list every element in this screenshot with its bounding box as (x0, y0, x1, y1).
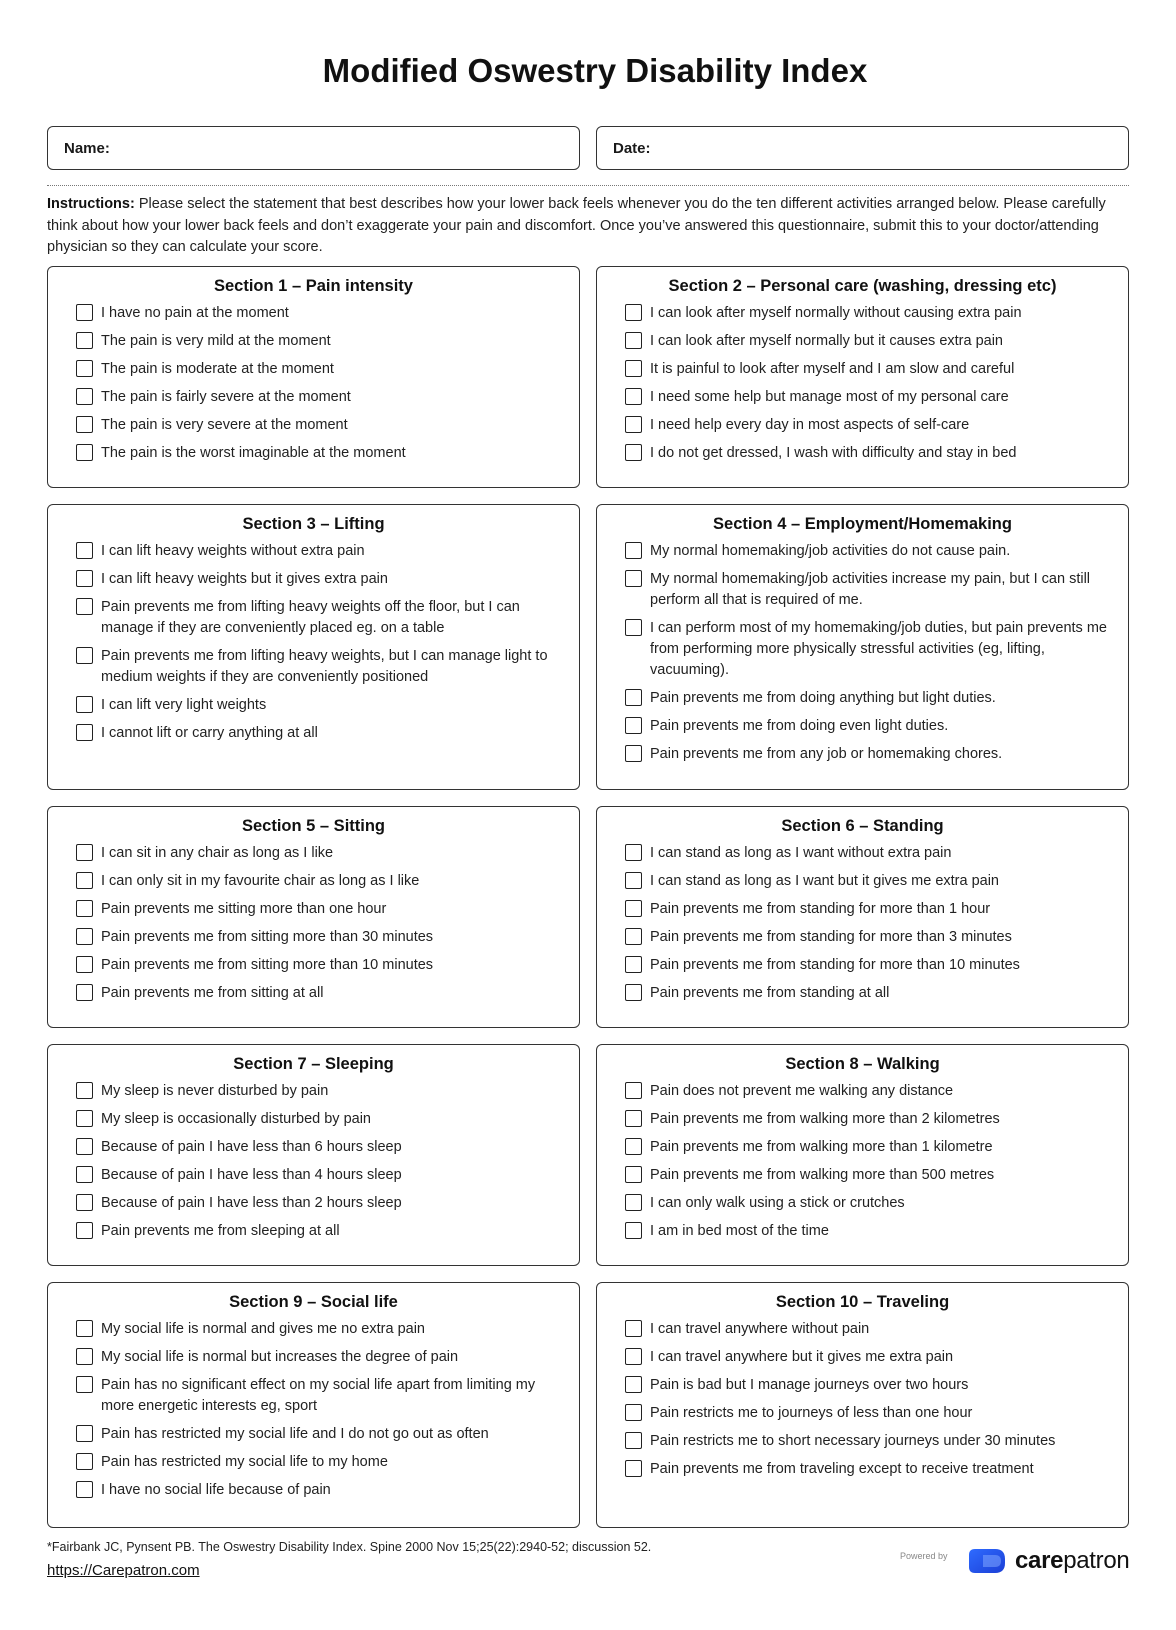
brand-name-rest: patron (1063, 1547, 1130, 1574)
option[interactable] (625, 331, 1114, 352)
option[interactable] (76, 415, 565, 436)
checkbox[interactable] (76, 1194, 93, 1211)
checkbox[interactable] (625, 900, 642, 917)
option[interactable] (76, 899, 565, 920)
option[interactable] (76, 1109, 565, 1130)
option[interactable] (625, 1221, 1114, 1242)
checkbox[interactable] (76, 1425, 93, 1442)
option-label: I can travel anywhere without pain (650, 1321, 870, 1337)
brand-name-bold: care (1015, 1547, 1064, 1574)
checkbox[interactable] (76, 844, 93, 861)
checkbox[interactable] (76, 598, 93, 615)
checkbox[interactable] (625, 717, 642, 734)
option-label: The pain is fairly severe at the moment (101, 389, 351, 405)
option[interactable] (625, 955, 1114, 976)
option-label: I can lift heavy weights but it gives extra pain (101, 571, 388, 587)
option[interactable] (625, 688, 1114, 709)
option-label: Pain prevents me from any job or homemaking chores. (650, 746, 1003, 762)
option[interactable] (76, 569, 565, 590)
option-label: Pain prevents me from standing for more than 1 hour (650, 901, 991, 917)
option-label: Pain prevents me from sitting at all (101, 985, 324, 1001)
option-label: I am in bed most of the time (650, 1223, 829, 1239)
option-label: I can travel anywhere but it gives me extra pain (650, 1349, 954, 1365)
checkbox[interactable] (76, 332, 93, 349)
option-label: Pain prevents me from standing at all (650, 985, 890, 1001)
option-label: I do not get dressed, I wash with difficulty and stay in bed (650, 445, 1017, 461)
option[interactable] (76, 1347, 565, 1368)
checkbox[interactable] (625, 745, 642, 762)
option[interactable] (625, 1375, 1114, 1396)
option-label: Pain prevents me from traveling except to receive treatment (650, 1461, 1034, 1477)
option-label: Pain prevents me from sleeping at all (101, 1223, 340, 1239)
citation: *Fairbank JC, Pynsent PB. The Oswestry Disability Index. Spine 2000 Nov 15;25(22):2940-52; discussion 52. (47, 1540, 652, 1554)
section-6 (596, 806, 1129, 1028)
carepatron-link[interactable]: https://Carepatron.com (47, 1562, 200, 1579)
checkbox[interactable] (76, 984, 93, 1001)
option-label: I need some help but manage most of my personal care (650, 389, 1009, 405)
option-label: Pain prevents me from lifting heavy weights, but I can manage light to medium weights if they are conveniently positioned (101, 648, 548, 685)
checkbox[interactable] (76, 542, 93, 559)
checkbox[interactable] (76, 872, 93, 889)
option-label: My normal homemaking/job activities increase my pain, but I can still perform all that is required of me. (650, 571, 1091, 608)
checkbox[interactable] (625, 984, 642, 1001)
option[interactable] (625, 1109, 1114, 1130)
option-label: I can perform most of my homemaking/job duties, but pain prevents me from performing more physically stressful activities (eg, lifting, vacuuming). (650, 620, 1107, 678)
checkbox[interactable] (76, 1320, 93, 1337)
option-label: I can look after myself normally but it causes extra pain (650, 333, 1003, 349)
checkbox[interactable] (625, 1320, 642, 1337)
option[interactable] (625, 569, 1114, 611)
option[interactable] (76, 387, 565, 408)
option[interactable] (625, 1137, 1114, 1158)
option-label: The pain is very mild at the moment (101, 333, 331, 349)
checkbox[interactable] (625, 444, 642, 461)
checkbox[interactable] (625, 928, 642, 945)
checkbox[interactable] (76, 1453, 93, 1470)
option-label: Because of pain I have less than 4 hours sleep (101, 1167, 402, 1183)
option-label: The pain is moderate at the moment (101, 361, 334, 377)
option[interactable] (76, 1221, 565, 1242)
option[interactable] (76, 331, 565, 352)
checkbox[interactable] (625, 332, 642, 349)
option-label: Pain restricts me to short necessary journeys under 30 minutes (650, 1433, 1056, 1449)
option[interactable] (625, 1459, 1114, 1480)
option[interactable] (76, 1375, 565, 1417)
option-label: Pain has restricted my social life and I do not go out as often (101, 1426, 489, 1442)
option-label: Because of pain I have less than 2 hours sleep (101, 1195, 402, 1211)
section-title: Section 5 – Sitting (241, 817, 386, 835)
option[interactable] (625, 1403, 1114, 1424)
section-9 (47, 1282, 580, 1528)
checkbox[interactable] (625, 1138, 642, 1155)
section-title: Section 1 – Pain intensity (214, 277, 413, 295)
instructions-text: Please select the statement that best describes how your lower back feels whenever you do the ten different activities arranged below. Please carefully think about how your lower back feels and don’t exaggerate your pain and discomfort. Once you’ve answered this questionnaire, submit this to your doctor/attending physician so they can calculate your score. (47, 196, 1106, 255)
option[interactable] (625, 899, 1114, 920)
option-label: The pain is the worst imaginable at the moment (101, 445, 406, 461)
checkbox[interactable] (76, 1138, 93, 1155)
instructions-label: Instructions: (47, 196, 135, 212)
option[interactable] (625, 1165, 1114, 1186)
checkbox[interactable] (625, 1404, 642, 1421)
option-label: Pain prevents me from sitting more than 30 minutes (101, 929, 434, 945)
checkbox[interactable] (625, 1460, 642, 1477)
section-title: Section 7 – Sleeping (233, 1055, 394, 1073)
option[interactable] (625, 1347, 1114, 1368)
section-4 (596, 504, 1129, 790)
option[interactable] (625, 843, 1114, 864)
option-label: Pain restricts me to journeys of less than one hour (650, 1405, 973, 1421)
checkbox[interactable] (76, 1376, 93, 1393)
option-label: My sleep is occasionally disturbed by pain (101, 1111, 371, 1127)
option[interactable] (76, 723, 565, 744)
option-label: My social life is normal but increases the degree of pain (101, 1349, 459, 1365)
option-label: Pain prevents me from lifting heavy weights off the floor, but I can manage if they are conveniently placed eg. on a table (101, 599, 520, 636)
section-10 (596, 1282, 1129, 1528)
option[interactable] (625, 927, 1114, 948)
name-field[interactable] (47, 126, 580, 170)
option-label: Pain has restricted my social life to my home (101, 1454, 388, 1470)
option[interactable] (625, 359, 1114, 380)
carepatron-logo-icon (965, 1545, 1009, 1577)
option[interactable] (76, 303, 565, 324)
option[interactable] (625, 1193, 1114, 1214)
checkbox[interactable] (76, 416, 93, 433)
option-label: Pain prevents me from standing for more than 3 minutes (650, 929, 1012, 945)
checkbox[interactable] (625, 844, 642, 861)
option-label: Pain prevents me from walking more than 500 metres (650, 1167, 995, 1183)
checkbox[interactable] (625, 1082, 642, 1099)
option-label: I can lift very light weights (101, 697, 267, 713)
option[interactable] (76, 646, 565, 688)
checkbox[interactable] (76, 1348, 93, 1365)
option-label: Pain prevents me from walking more than 2 kilometres (650, 1111, 1000, 1127)
option-label: My sleep is never disturbed by pain (101, 1083, 329, 1099)
option-label: Pain prevents me sitting more than one hour (101, 901, 387, 917)
option[interactable] (76, 1480, 565, 1501)
option-label: I cannot lift or carry anything at all (101, 725, 318, 741)
checkbox[interactable] (625, 1166, 642, 1183)
option[interactable] (625, 1081, 1114, 1102)
option[interactable] (76, 695, 565, 716)
checkbox[interactable] (76, 696, 93, 713)
powered-by-label: Powered by (900, 1551, 948, 1561)
checkbox[interactable] (76, 1082, 93, 1099)
option[interactable] (76, 955, 565, 976)
date-field[interactable] (596, 126, 1129, 170)
option-label: I have no social life because of pain (101, 1482, 331, 1498)
checkbox[interactable] (76, 1222, 93, 1239)
option[interactable] (76, 871, 565, 892)
checkbox[interactable] (625, 360, 642, 377)
checkbox[interactable] (625, 388, 642, 405)
checkbox[interactable] (625, 304, 642, 321)
section-5 (47, 806, 580, 1028)
option-label: Pain prevents me from sitting more than 10 minutes (101, 957, 434, 973)
option[interactable] (76, 541, 565, 562)
section-title: Section 9 – Social life (229, 1293, 398, 1311)
date-label: Date: (613, 140, 651, 157)
option-label: I can sit in any chair as long as I like (101, 845, 334, 861)
option[interactable] (76, 843, 565, 864)
option-label: I can only walk using a stick or crutches (650, 1195, 905, 1211)
checkbox[interactable] (76, 1481, 93, 1498)
option-label: I can stand as long as I want but it gives me extra pain (650, 873, 999, 889)
checkbox[interactable] (625, 956, 642, 973)
option[interactable] (625, 618, 1114, 681)
option-label: I have no pain at the moment (101, 305, 289, 321)
option-label: I can only sit in my favourite chair as long as I like (101, 873, 420, 889)
option[interactable] (625, 1319, 1114, 1340)
option[interactable] (76, 1165, 565, 1186)
option-label: Pain prevents me from doing even light duties. (650, 718, 949, 734)
checkbox[interactable] (625, 1348, 642, 1365)
option-label: The pain is very severe at the moment (101, 417, 348, 433)
checkbox[interactable] (76, 1110, 93, 1127)
option[interactable] (76, 359, 565, 380)
checkbox[interactable] (76, 570, 93, 587)
checkbox[interactable] (625, 1110, 642, 1127)
checkbox[interactable] (625, 570, 642, 587)
option-label: Pain is bad but I manage journeys over two hours (650, 1377, 969, 1393)
checkbox[interactable] (625, 542, 642, 559)
option[interactable] (76, 597, 565, 639)
checkbox[interactable] (76, 647, 93, 664)
checkbox[interactable] (76, 444, 93, 461)
option-label: I can look after myself normally without causing extra pain (650, 305, 1022, 321)
option-label: My social life is normal and gives me no extra pain (101, 1321, 425, 1337)
option[interactable] (625, 1431, 1114, 1452)
option-label: My normal homemaking/job activities do not cause pain. (650, 543, 1011, 559)
page-title: Modified Oswestry Disability Index (322, 52, 868, 89)
option-label: It is painful to look after myself and I am slow and careful (650, 361, 1015, 377)
brand-name (1015, 1547, 1129, 1575)
option[interactable] (625, 744, 1114, 765)
option[interactable] (76, 1137, 565, 1158)
checkbox[interactable] (76, 928, 93, 945)
checkbox[interactable] (76, 724, 93, 741)
option-label: Pain prevents me from walking more than 1 kilometre (650, 1139, 993, 1155)
option-label: Pain prevents me from standing for more than 10 minutes (650, 957, 1020, 973)
option[interactable] (76, 983, 565, 1004)
checkbox[interactable] (625, 689, 642, 706)
option[interactable] (625, 541, 1114, 562)
option[interactable] (76, 1081, 565, 1102)
checkbox[interactable] (76, 388, 93, 405)
option[interactable] (625, 871, 1114, 892)
carepatron-logo (965, 1545, 1129, 1577)
section-title: Section 4 – Employment/Homemaking (713, 515, 1012, 533)
checkbox[interactable] (625, 416, 642, 433)
option[interactable] (625, 443, 1114, 464)
option[interactable] (76, 443, 565, 464)
option-label: I need help every day in most aspects of self-care (650, 417, 970, 433)
option[interactable] (625, 387, 1114, 408)
option[interactable] (76, 1452, 565, 1473)
option[interactable] (76, 927, 565, 948)
option[interactable] (625, 303, 1114, 324)
section-title: Section 3 – Lifting (242, 515, 385, 533)
name-label: Name: (64, 140, 110, 157)
section-title: Section 8 – Walking (785, 1055, 940, 1073)
section-7 (47, 1044, 580, 1266)
checkbox[interactable] (625, 1376, 642, 1393)
section-title: Section 2 – Personal care (washing, dressing etc) (668, 277, 1057, 295)
option[interactable] (625, 983, 1114, 1004)
checkbox[interactable] (76, 956, 93, 973)
option-label: Pain has no significant effect on my social life apart from limiting my more energetic interests eg, sport (101, 1377, 536, 1414)
option-label: I can lift heavy weights without extra pain (101, 543, 365, 559)
option[interactable] (625, 415, 1114, 436)
option-label: Pain prevents me from doing anything but light duties. (650, 690, 996, 706)
section-title: Section 10 – Traveling (775, 1293, 950, 1311)
section-title: Section 6 – Standing (781, 817, 944, 835)
checkbox[interactable] (76, 900, 93, 917)
section-1 (47, 266, 580, 488)
section-8 (596, 1044, 1129, 1266)
option-label: I can stand as long as I want without extra pain (650, 845, 952, 861)
checkbox[interactable] (625, 1194, 642, 1211)
option-label: Pain does not prevent me walking any distance (650, 1083, 954, 1099)
option[interactable] (76, 1319, 565, 1340)
section-2 (596, 266, 1129, 488)
option[interactable] (76, 1424, 565, 1445)
checkbox[interactable] (76, 304, 93, 321)
instructions (47, 194, 1137, 259)
option-label: Because of pain I have less than 6 hours sleep (101, 1139, 402, 1155)
divider (47, 185, 1129, 186)
checkbox[interactable] (625, 619, 642, 636)
section-3 (47, 504, 580, 790)
checkbox[interactable] (625, 872, 642, 889)
option[interactable] (625, 716, 1114, 737)
checkbox[interactable] (625, 1222, 642, 1239)
checkbox[interactable] (76, 1166, 93, 1183)
checkbox[interactable] (76, 360, 93, 377)
option[interactable] (76, 1193, 565, 1214)
checkbox[interactable] (625, 1432, 642, 1449)
